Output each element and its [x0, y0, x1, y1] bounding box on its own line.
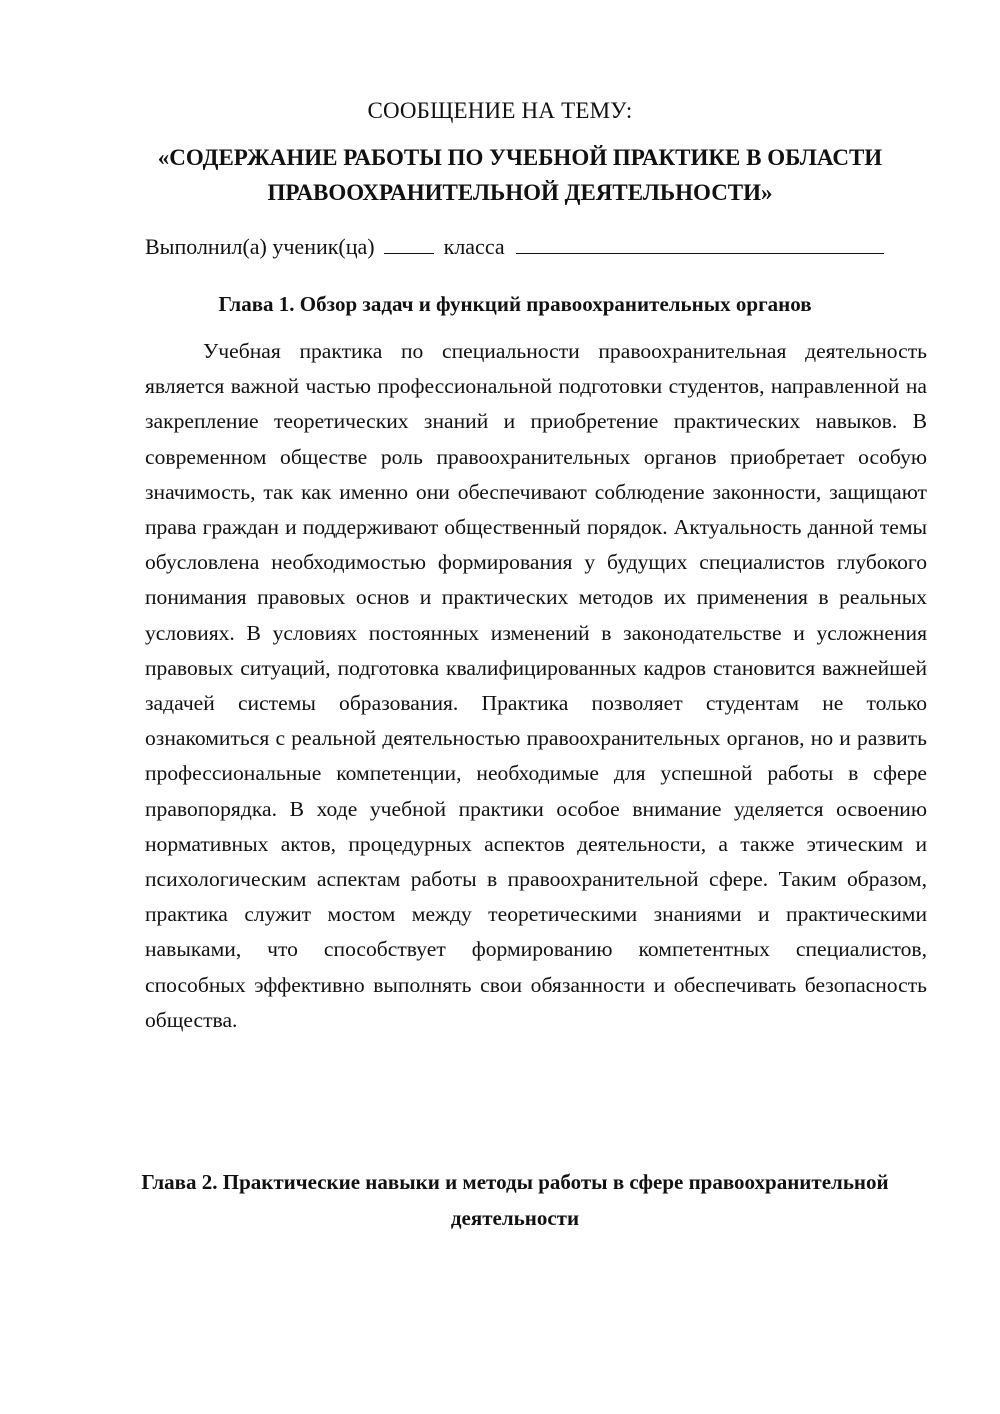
author-prefix: Выполнил(а) ученик(ца): [145, 234, 375, 259]
student-name-blank: [516, 233, 884, 254]
chapter-2-heading: Глава 2. Практические навыки и методы работы в сфере правоохранительной деятельности: [141, 1170, 889, 1230]
document-header-label: СООБЩЕНИЕ НА ТЕМУ:: [367, 98, 633, 123]
class-number-blank: [384, 233, 434, 254]
document-title: «СОДЕРЖАНИЕ РАБОТЫ ПО УЧЕБНОЙ ПРАКТИКЕ В ОБЛАСТИ ПРАВООХРАНИТЕЛЬНОЙ ДЕЯТЕЛЬНОСТИ»: [157, 145, 883, 205]
class-label: класса: [443, 234, 505, 259]
author-line: [145, 232, 935, 262]
chapter-1-heading: Глава 1. Обзор задач и функций правоохранительных органов: [218, 292, 812, 316]
chapter-1-paragraph: Учебная практика по специальности правоохранительная деятельность является важной частью профессиональной подготовки студентов, направленной на закрепление теоретических знаний и приобретение практических навыков. В современном обществе роль правоохранительных органов приобретает особую значимость, так как именно они обеспечивают соблюдение законности, защищают права граждан и поддерживают общественный порядок. Актуальность данной темы обусловлена необходимостью формирования у будущих специалистов глубокого понимания правовых основ и практических методов их применения в реальных условиях. В условиях постоянных изменений в законодательстве и усложнения правовых ситуаций, подготовка квалифицированных кадров становится важнейшей задачей системы образования. Практика позволяет студентам не только ознакомиться с реальной деятельностью правоохранительных органов, но и развить профессиональные компетенции, необходимые для успешной работы в сфере правопорядка. В ходе учебной практики особое внимание уделяется освоению нормативных актов, процедурных аспектов деятельности, а также этическим и психологическим аспектам работы в правоохранительной сфере. Таким образом, практика служит мостом между теоретическими знаниями и практическими навыками, что способствует формированию компетентных специалистов, способных эффективно выполнять свои обязанности и обеспечивать безопасность общества.: [145, 339, 927, 1032]
